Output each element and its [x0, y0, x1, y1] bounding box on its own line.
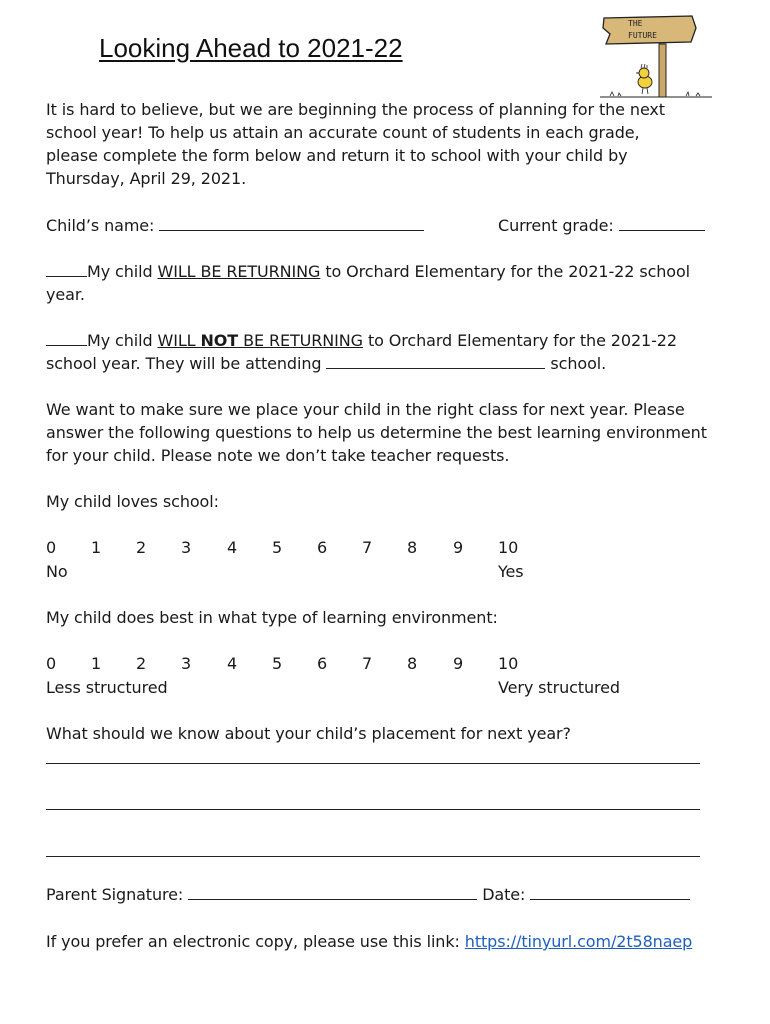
current-grade-label: Current grade: — [498, 216, 614, 235]
q1-scale-10[interactable]: 10 — [498, 538, 519, 557]
placement-line-1: We want to make sure we place your child in the right class for next year. Please — [46, 400, 685, 419]
intro-line-2: school year! To help us attain an accurate count of students in each grade, — [46, 123, 640, 142]
childs-name-field[interactable] — [159, 216, 424, 231]
q2-low-label: Less structured — [46, 678, 168, 697]
q2-scale-2[interactable]: 2 — [136, 654, 147, 673]
q2-scale-0[interactable]: 0 — [46, 654, 57, 673]
page-title: Looking Ahead to 2021-22 — [99, 33, 403, 63]
not-returning-prefix: My child — [87, 331, 158, 350]
not-returning-not: NOT — [200, 331, 239, 350]
q1-scale-6[interactable]: 6 — [317, 538, 328, 557]
intro-line-3: please complete the form below and return it to school with your child by — [46, 146, 628, 165]
returning-prefix: My child — [87, 262, 158, 281]
q1-scale-9[interactable]: 9 — [453, 538, 464, 557]
childs-name-row — [46, 214, 424, 237]
question-learning-environment: My child does best in what type of learning environment: — [46, 608, 498, 627]
sign-text-the: THE — [628, 19, 643, 28]
returning-line-2: year. — [46, 285, 85, 304]
placement-line-2: answer the following questions to help us determine the best learning environment — [46, 423, 707, 442]
intro-line-1: It is hard to believe, but we are beginning the process of planning for the next — [46, 100, 665, 119]
future-signpost-illustration — [596, 10, 716, 100]
attending-suffix: school. — [545, 354, 607, 373]
current-grade-row — [498, 214, 705, 237]
q2-scale-5[interactable]: 5 — [272, 654, 283, 673]
q1-scale-5[interactable]: 5 — [272, 538, 283, 557]
signature-field[interactable] — [188, 885, 477, 900]
signature-row — [46, 883, 690, 906]
q1-high-label: Yes — [498, 562, 524, 581]
q1-scale-3[interactable]: 3 — [181, 538, 192, 557]
sign-text-future: FUTURE — [628, 31, 657, 40]
not-returning-suffix: to Orchard Elementary for the 2021-22 — [362, 331, 677, 350]
returning-emphasis: WILL BE RETURNING — [157, 262, 321, 281]
q1-scale-1[interactable]: 1 — [91, 538, 102, 557]
question-placement-notes: What should we know about your child’s placement for next year? — [46, 724, 571, 743]
attending-prefix: school year. They will be attending — [46, 354, 327, 373]
q2-scale-7[interactable]: 7 — [362, 654, 373, 673]
q2-scale-4[interactable]: 4 — [227, 654, 238, 673]
date-label: Date: — [482, 885, 526, 904]
q2-scale-6[interactable]: 6 — [317, 654, 328, 673]
q1-scale-0[interactable]: 0 — [46, 538, 57, 557]
q2-scale-3[interactable]: 3 — [181, 654, 192, 673]
q1-low-label: No — [46, 562, 68, 581]
q1-scale-7[interactable]: 7 — [362, 538, 373, 557]
q2-scale-10[interactable]: 10 — [498, 654, 519, 673]
placement-notes-line-2[interactable] — [46, 809, 700, 810]
q2-high-label: Very structured — [498, 678, 620, 697]
returning-option — [46, 260, 690, 283]
q1-scale-8[interactable]: 8 — [407, 538, 418, 557]
electronic-copy-text: If you prefer an electronic copy, please use this link: — [46, 932, 465, 951]
placement-notes-line-3[interactable] — [46, 856, 700, 857]
not-returning-check-blank[interactable] — [46, 331, 87, 346]
q2-scale-8[interactable]: 8 — [407, 654, 418, 673]
attending-school-field[interactable] — [326, 354, 545, 369]
returning-suffix: to Orchard Elementary for the 2021-22 school — [320, 262, 691, 281]
placement-notes-line-1[interactable] — [46, 763, 700, 764]
not-returning-option — [46, 329, 677, 352]
not-returning-will: WILL — [157, 331, 201, 350]
q2-scale-1[interactable]: 1 — [91, 654, 102, 673]
not-returning-line-2 — [46, 352, 606, 375]
electronic-copy-row — [46, 930, 692, 953]
not-returning-rest: BE RETURNING — [238, 331, 363, 350]
returning-check-blank[interactable] — [46, 262, 87, 277]
date-field[interactable] — [530, 885, 690, 900]
intro-line-4: Thursday, April 29, 2021. — [46, 169, 247, 188]
q1-scale-2[interactable]: 2 — [136, 538, 147, 557]
q1-scale-4[interactable]: 4 — [227, 538, 238, 557]
question-loves-school: My child loves school: — [46, 492, 219, 511]
current-grade-field[interactable] — [619, 216, 705, 231]
childs-name-label: Child’s name: — [46, 216, 155, 235]
q2-scale-9[interactable]: 9 — [453, 654, 464, 673]
placement-line-3: for your child. Please note we don’t take teacher requests. — [46, 446, 510, 465]
signature-label: Parent Signature: — [46, 885, 184, 904]
electronic-copy-link[interactable]: https://tinyurl.com/2t58naep — [464, 932, 693, 951]
